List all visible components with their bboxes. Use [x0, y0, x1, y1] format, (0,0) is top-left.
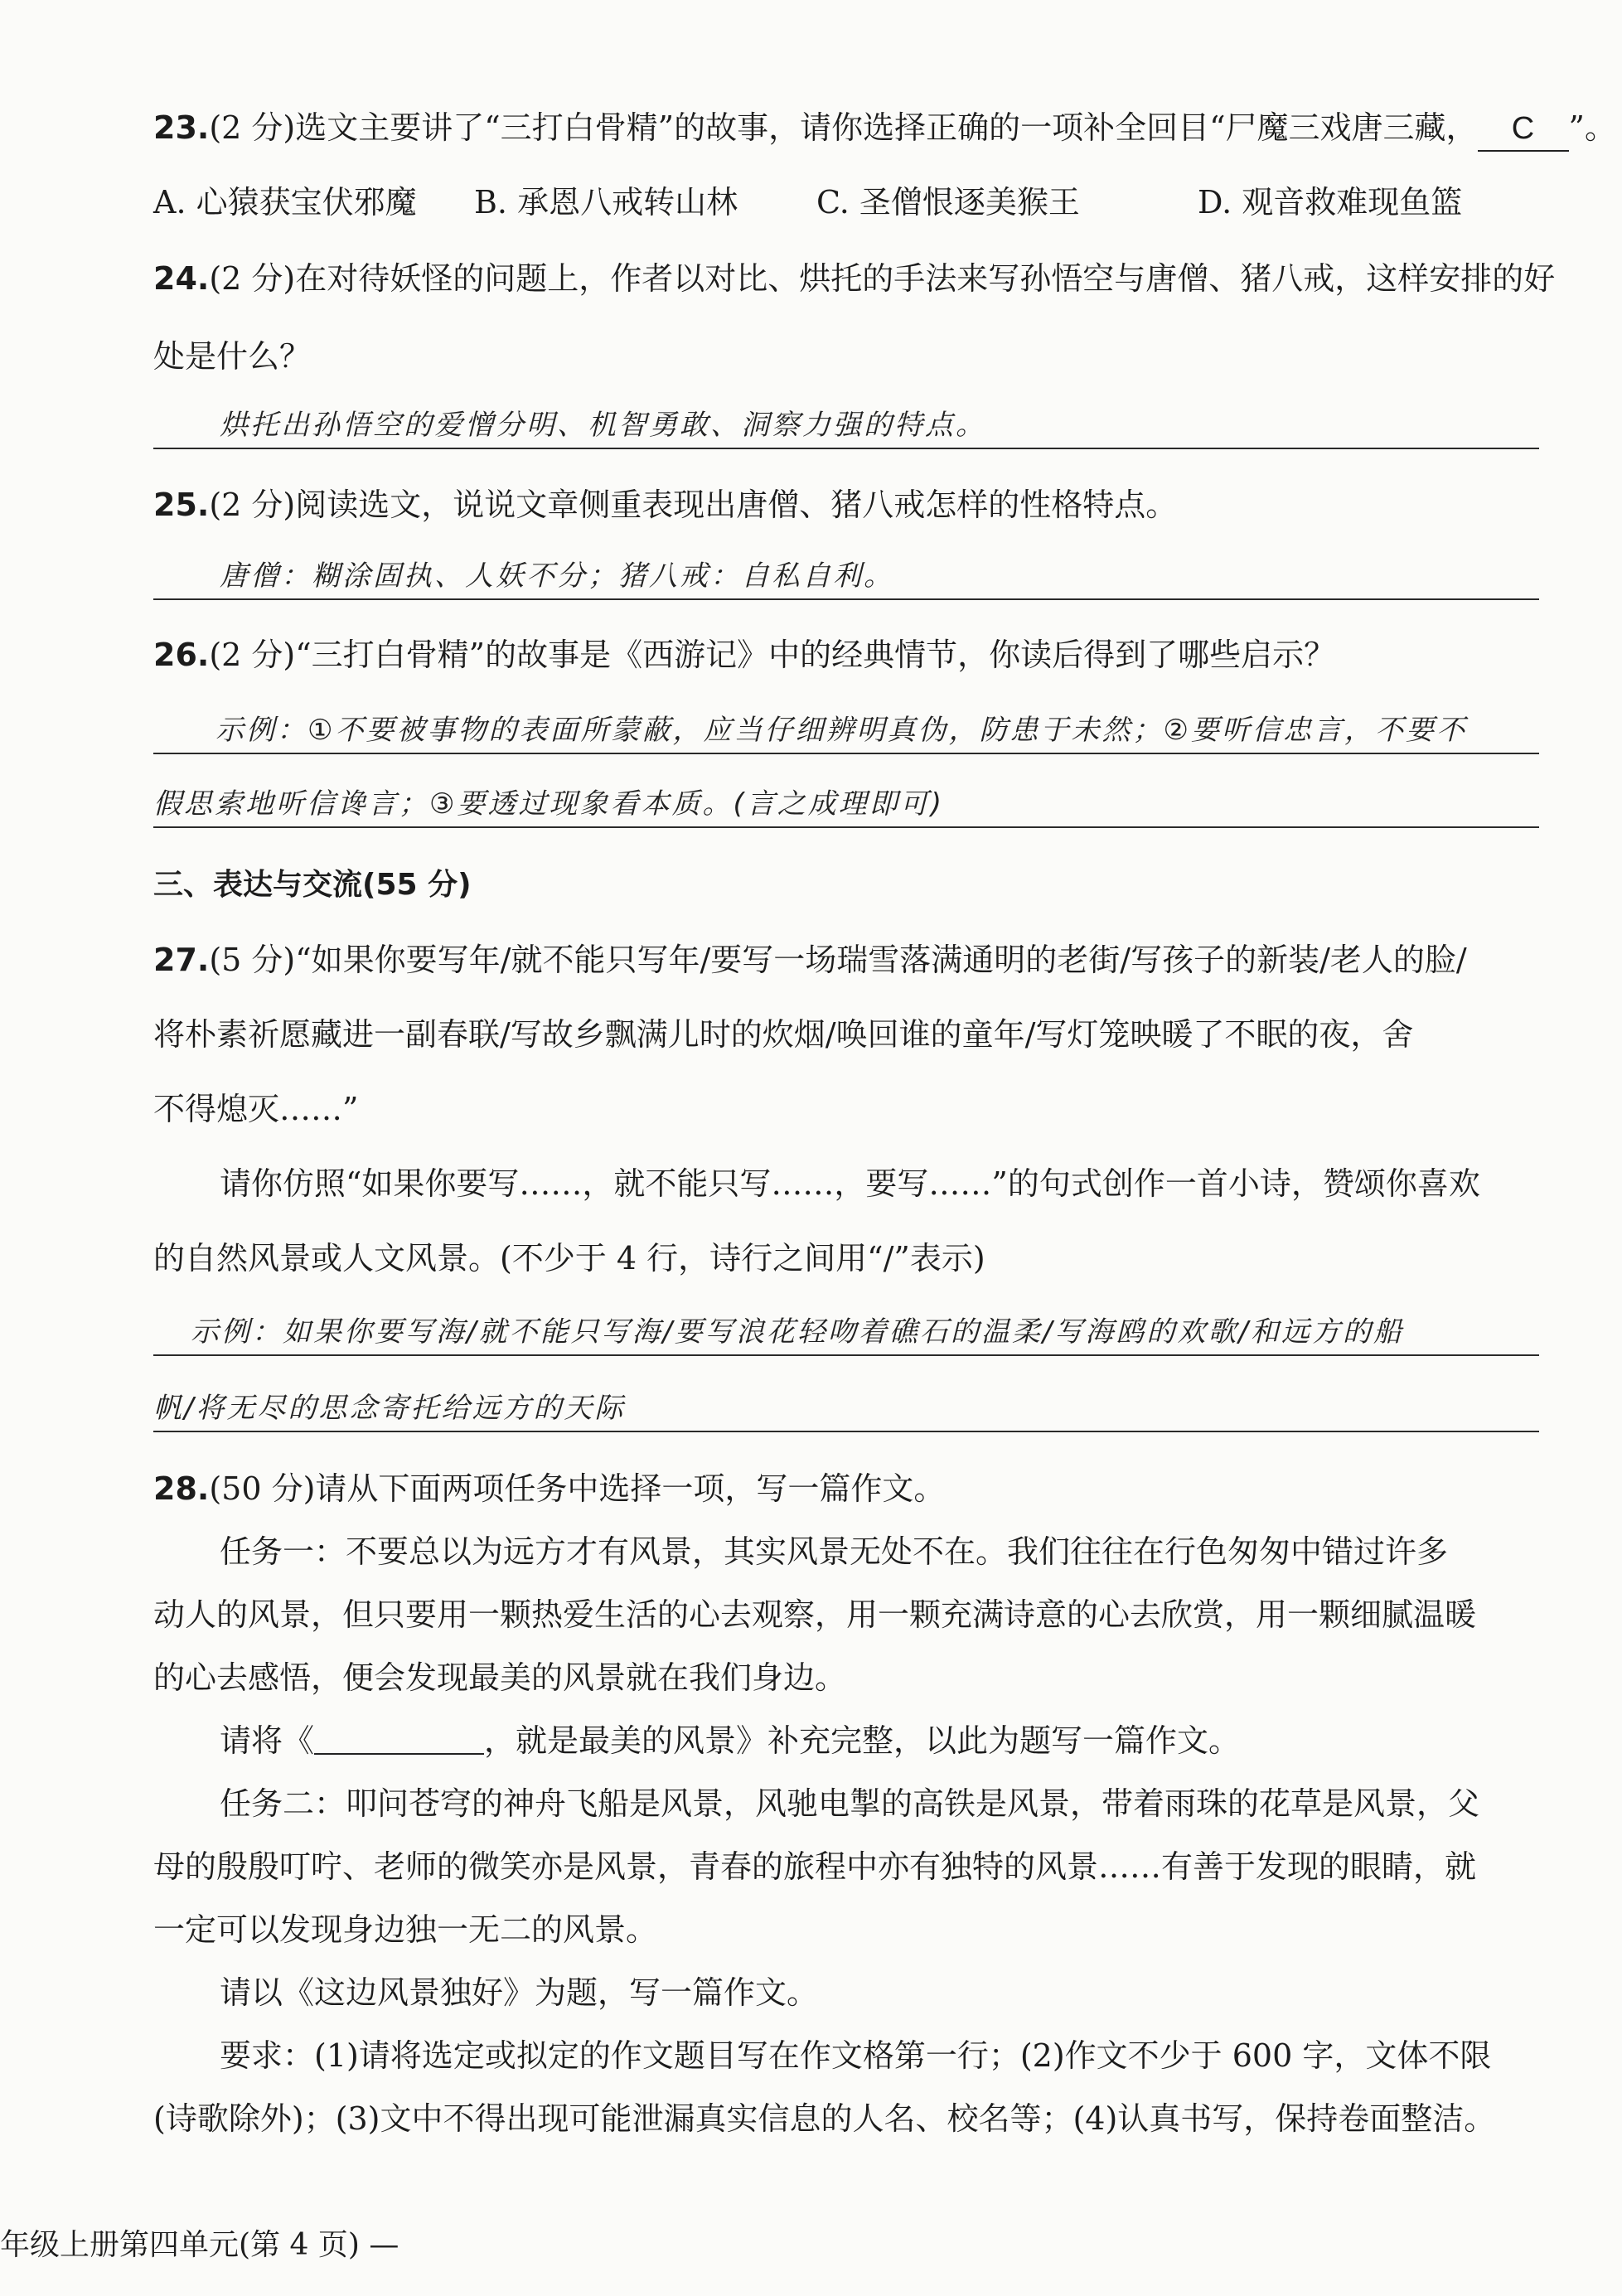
q24-stem — [153, 257, 1556, 300]
q27-stem-line2: 将朴素祈愿藏进一副春联/写故乡飘满儿时的炊烟/唤回谁的童年/写灯笼映暖了不眠的夜，舍 — [153, 1016, 1414, 1053]
q23-option-c: C. 圣僧恨逐美猴王 — [816, 184, 1080, 220]
q25-text: (2 分)阅读选文，说说文章侧重表现出唐僧、猪八戒怎样的性格特点。 — [209, 487, 1178, 523]
q26-answer-2: 假思索地听信谗言；③要透过现象看本质。(言之成理即可) — [153, 787, 945, 821]
q28-stem — [153, 1467, 1539, 1510]
q26-answer-1: 示例：①不要被事物的表面所蒙蔽，应当仔细辨明真伪，防患于未然；②要听信忠言，不要不 — [215, 714, 1467, 747]
q28-number: 28. — [153, 1470, 210, 1507]
q27-answer-2: 帆/将无尽的思念寄托给远方的天际 — [153, 1392, 626, 1425]
q28-requirements-line1: 要求：(1)请将选定或拟定的作文题目写在作文格第一行；(2)作文不少于 600 字，文体不限 — [220, 2037, 1492, 2074]
section-title: 三、表达与交流(55 分) — [153, 868, 472, 902]
q23-text-end: ”。 — [1568, 109, 1616, 146]
q28-requirements-line2: (诗歌除外)；(3)文中不得出现可能泄漏真实信息的人名、校名等；(4)认真书写，保持卷面整洁。 — [153, 2100, 1496, 2137]
q25-stem — [153, 483, 1539, 526]
q28-task2-line3: 一定可以发现身边独一无二的风景。 — [153, 1911, 658, 1948]
q28-task1-prompt-start: 请将《 — [220, 1722, 315, 1759]
q23-option-d: D. 观音救难现鱼篮 — [1198, 184, 1463, 220]
q26-text: (2 分)“三打白骨精”的故事是《西游记》中的经典情节，你读后得到了哪些启示？ — [209, 637, 1336, 673]
q24-stem-cont: 处是什么？ — [153, 338, 312, 375]
q23-option-a: A. 心猿获宝伏邪魔 — [153, 184, 417, 220]
page-footer: 年级上册第四单元(第 4 页) — — [0, 2228, 399, 2262]
q25-number: 25. — [153, 487, 210, 523]
q27-text: (5 分)“如果你要写年/就不能只写年/要写一场瑞雪落满通明的老街/写孩子的新装/老人的脸/ — [209, 942, 1467, 978]
q27-answer-1: 示例：如果你要写海/就不能只写海/要写浪花轻吻着礁石的温柔/写海鸥的欢歌/和远方的船 — [191, 1315, 1404, 1349]
q27-answer-line-2 — [153, 1379, 1539, 1432]
q28-task2-prompt: 请以《这边风景独好》为题，写一篇作文。 — [220, 1974, 819, 2011]
q27-stem — [153, 938, 1539, 981]
q27-instruction-cont: 的自然风景或人文风景。(不少于 4 行，诗行之间用“/”表示) — [153, 1240, 985, 1276]
q24-number: 24. — [153, 260, 210, 297]
q28-task1-prompt — [220, 1719, 1539, 1762]
q23-option-b: B. 承恩八戒转山林 — [474, 184, 738, 220]
q27-stem-line3: 不得熄灭……” — [153, 1091, 359, 1127]
q23-number: 23. — [153, 109, 210, 146]
q28-title-blank — [314, 1720, 484, 1755]
q26-answer-line-2 — [153, 775, 1539, 828]
q24-answer-line — [153, 396, 1539, 449]
q28-task2-line1: 任务二：叩问苍穹的神舟飞船是风景，风驰电掣的高铁是风景，带着雨珠的花草是风景，父 — [220, 1785, 1480, 1822]
q24-answer: 烘托出孙悟空的爱憎分明、机智勇敢、洞察力强的特点。 — [220, 409, 986, 442]
q27-instruction: 请你仿照“如果你要写……，就不能只写……，要写……”的句式创作一首小诗，赞颂你喜欢 — [220, 1165, 1480, 1202]
q23-stem — [153, 106, 1616, 152]
q25-answer-line — [153, 547, 1539, 600]
q27-answer-line-1 — [153, 1303, 1539, 1356]
q26-stem — [153, 633, 1539, 676]
q28-task1-line2: 动人的风景，但只要用一颗热爱生活的心去观察，用一颗充满诗意的心去欣赏，用一颗细腻温暖 — [153, 1596, 1477, 1633]
q23-answer-blank: C — [1478, 107, 1569, 152]
q28-task1-prompt-end: ，就是最美的风景》补充完整，以此为题写一篇作文。 — [484, 1722, 1241, 1759]
q28-task2-line2: 母的殷殷叮咛、老师的微笑亦是风景，青春的旅程中亦有独特的风景……有善于发现的眼睛，就 — [153, 1848, 1477, 1885]
q24-text: (2 分)在对待妖怪的问题上，作者以对比、烘托的手法来写孙悟空与唐僧、猪八戒，这样安排的好 — [209, 260, 1556, 297]
q26-number: 26. — [153, 637, 210, 673]
q23-text: (2 分)选文主要讲了“三打白骨精”的故事，请你选择正确的一项补全回目“尸魔三戏唐三藏， — [209, 109, 1478, 146]
q28-task1-line1: 任务一：不要总以为远方才有风景，其实风景无处不在。我们往往在行色匆匆中错过许多 — [220, 1533, 1449, 1570]
q28-text: (50 分)请从下面两项任务中选择一项，写一篇作文。 — [209, 1470, 946, 1507]
q23-options — [153, 181, 1539, 224]
q27-number: 27. — [153, 942, 210, 978]
q26-answer-line-1 — [153, 701, 1539, 754]
q28-task1-line3: 的心去感悟，便会发现最美的风景就在我们身边。 — [153, 1659, 847, 1696]
q25-answer: 唐僧：糊涂固执、人妖不分；猪八戒：自私自利。 — [220, 559, 894, 593]
